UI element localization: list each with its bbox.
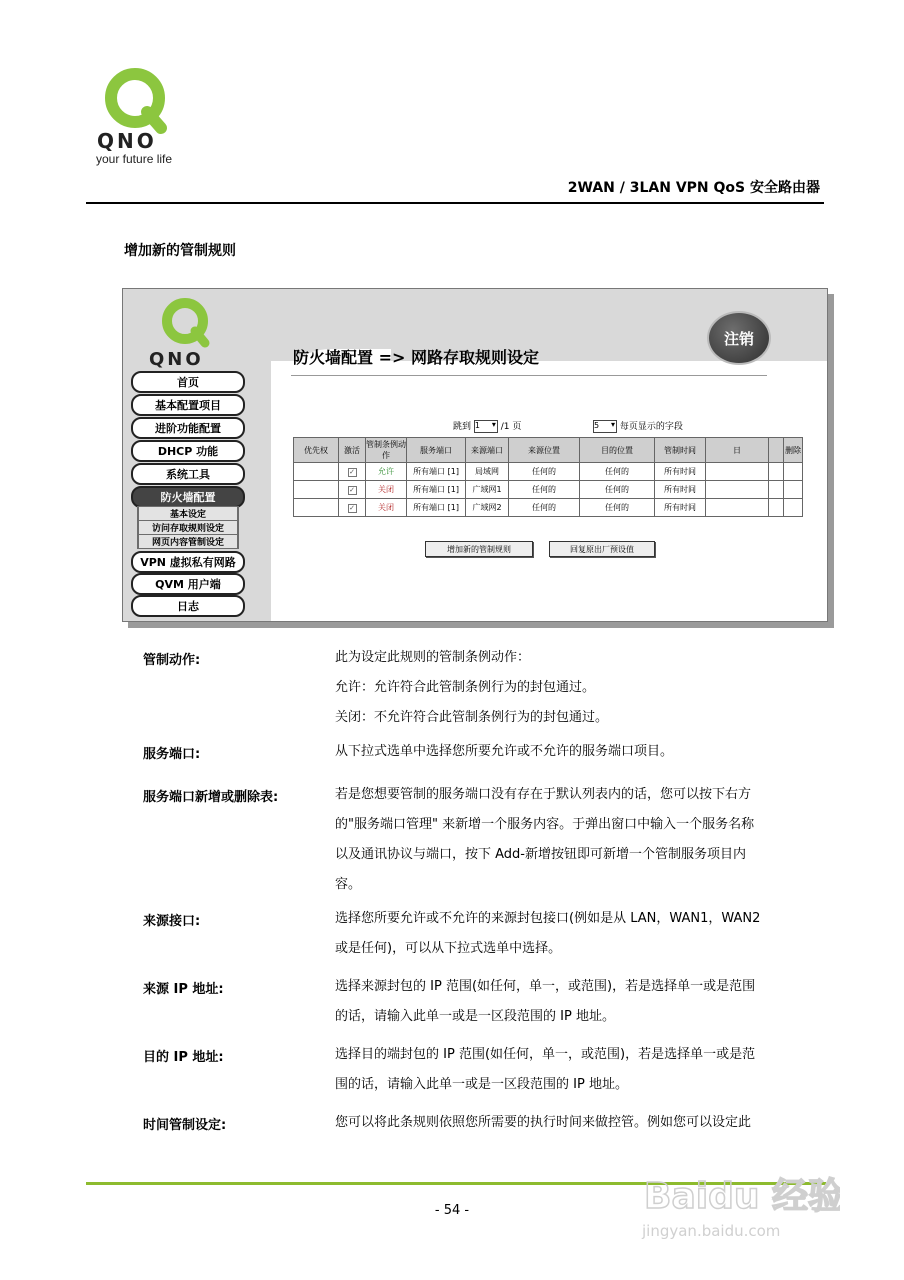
desc-line: 此为设定此规则的管制条例动作： — [335, 650, 531, 665]
cell-action: 允许 — [366, 463, 407, 481]
cell-active[interactable] — [339, 481, 366, 499]
page-select-value: 1 — [474, 421, 480, 430]
add-rule-button[interactable]: 增加新的管制规则 — [425, 541, 533, 557]
desc-line: 您可以将此条规则依照您所需要的执行时间来做控管。例如您可以设定此 — [335, 1115, 752, 1130]
desc-line: 选择来源封包的 IP 范围(如任何，单一，或范围)，若是选择单一或是范围 — [335, 979, 756, 994]
header-divider — [86, 202, 824, 204]
cell-day — [706, 481, 769, 499]
submenu-content-filter[interactable]: 网页内容管制设定 — [139, 535, 237, 548]
nav-qvm[interactable]: QVM 用户端 — [131, 573, 245, 595]
cell-dst: 任何的 — [580, 463, 655, 481]
desc-line: 选择目的端封包的 IP 范围(如任何，单一，或范围)，若是选择单一或是范 — [335, 1047, 756, 1062]
desc-line: 的"服务端口管理" 来新增一个服务内容。于弹出窗口中输入一个服务名称 — [335, 817, 755, 832]
checkbox-icon[interactable]: ✓ — [349, 503, 355, 512]
cell-day — [706, 463, 769, 481]
desc-source-interface — [335, 904, 825, 964]
document-title: 2WAN / 3LAN VPN QoS 安全路由器 — [567, 180, 820, 196]
desc-line: 选择您所要允许或不允许的来源封包接口(例如是从 LAN，WAN1，WAN2 — [335, 911, 761, 926]
cell-time: 所有时间 — [655, 481, 706, 499]
per-page-value: 5 — [594, 421, 600, 430]
desc-line: 从下拉式选单中选择您所要允许或不允许的服务端口项目。 — [335, 744, 674, 759]
nav-advanced[interactable]: 进阶功能配置 — [131, 417, 245, 439]
cell-active[interactable] — [339, 499, 366, 517]
page-number: - 54 - — [434, 1203, 470, 1218]
table-row — [294, 463, 803, 481]
desc-source-ip — [335, 972, 825, 1032]
submenu-basic-settings[interactable]: 基本设定 — [139, 507, 237, 520]
nav-system-tools[interactable]: 系统工具 — [131, 463, 245, 485]
baidu-watermark — [640, 1150, 840, 1250]
desc-time-control — [335, 1108, 825, 1138]
term-service-port: 服务端口: — [143, 747, 201, 762]
router-logo — [145, 293, 231, 371]
cell-src-port: 广域网2 — [466, 499, 509, 517]
nav-dhcp[interactable]: DHCP 功能 — [131, 440, 245, 462]
submenu-access-rules[interactable]: 访问存取规则设定 — [139, 521, 237, 534]
tagline: your future life — [96, 152, 173, 166]
cell-delete[interactable] — [784, 481, 803, 499]
desc-line: 围的话，请输入此单一或是一区段范围的 IP 地址。 — [335, 1077, 628, 1092]
jump-label: 跳到 — [453, 422, 472, 432]
cell-action: 关闭 — [366, 481, 407, 499]
per-page — [593, 419, 683, 433]
col-src-port: 来源端口 — [466, 438, 509, 463]
nav-vpn[interactable]: VPN 虚拟私有网路 — [131, 551, 245, 573]
col-delete — [769, 438, 784, 463]
term-dest-ip: 目的 IP 地址: — [143, 1050, 224, 1065]
cell-time: 所有时间 — [655, 499, 706, 517]
table-row — [294, 481, 803, 499]
nav-basic-config[interactable]: 基本配置项目 — [131, 394, 245, 416]
cell-day — [706, 499, 769, 517]
firewall-page-title: 防火墙配置 => 网路存取规则设定 — [293, 348, 539, 367]
desc-line: 若是您想要管制的服务端口没有存在于默认列表内的话，您可以按下右方 — [335, 787, 752, 802]
cell-service: 所有端口 [1] — [407, 499, 466, 517]
cell-src: 任何的 — [509, 499, 580, 517]
pager — [453, 419, 521, 433]
cell-priority — [294, 481, 339, 499]
term-action: 管制动作: — [143, 653, 201, 668]
desc-line: 或是任何)，可以从下拉式选单中选择。 — [335, 941, 562, 956]
desc-service-table — [335, 780, 825, 900]
checkbox-icon[interactable]: ✓ — [349, 467, 355, 476]
per-page-label: 每页显示的字段 — [619, 422, 683, 432]
cell-service: 所有端口 [1] — [407, 481, 466, 499]
checkbox-icon[interactable]: ✓ — [349, 485, 355, 494]
page-total: /1 页 — [500, 422, 522, 432]
col-service: 服务端口 — [407, 438, 466, 463]
nav-firewall[interactable]: 防火墙配置 — [131, 486, 245, 508]
desc-line: 容。 — [335, 877, 362, 892]
term-source-interface: 来源接口: — [143, 914, 201, 929]
term-time-control: 时间管制设定: — [143, 1118, 227, 1133]
desc-service-port — [335, 737, 825, 767]
term-source-ip: 来源 IP 地址: — [143, 982, 224, 997]
cell-src-port: 广域网1 — [466, 481, 509, 499]
cell-src: 任何的 — [509, 481, 580, 499]
nav-home[interactable]: 首页 — [131, 371, 245, 393]
logo-text: QNO — [97, 129, 157, 153]
cell-action: 关闭 — [366, 499, 407, 517]
desc-line: 关闭：不允许符合此管制条例行为的封包通过。 — [335, 710, 609, 725]
table-header-row — [294, 438, 803, 463]
cell-active[interactable] — [339, 463, 366, 481]
cell-dst: 任何的 — [580, 499, 655, 517]
cell-priority — [294, 463, 339, 481]
watermark-url: jingyan.baidu.com — [642, 1222, 781, 1240]
desc-line: 允许：允许符合此管制条例行为的封包通过。 — [335, 680, 596, 695]
cell-edit — [769, 499, 784, 517]
cell-src: 任何的 — [509, 463, 580, 481]
cell-src-port: 局域网 — [466, 463, 509, 481]
cell-edit — [769, 481, 784, 499]
page-select[interactable] — [474, 420, 498, 433]
cell-edit — [769, 463, 784, 481]
firewall-submenu — [137, 506, 239, 549]
restore-defaults-button[interactable]: 回复原出厂预设值 — [549, 541, 655, 557]
cell-time: 所有时间 — [655, 463, 706, 481]
logout-button[interactable]: 注销 — [707, 311, 771, 365]
nav-log[interactable]: 日志 — [131, 595, 245, 617]
cell-delete[interactable] — [784, 463, 803, 481]
col-src: 来源位置 — [509, 438, 580, 463]
table-row — [294, 499, 803, 517]
col-time: 管制时间 — [655, 438, 706, 463]
cell-delete[interactable] — [784, 499, 803, 517]
title-underline — [291, 375, 767, 376]
col-priority: 优先权 — [294, 438, 339, 463]
per-page-select[interactable] — [593, 420, 617, 433]
col-dst: 目的位置 — [580, 438, 655, 463]
col-delete-label: 删除 — [784, 438, 803, 463]
desc-line: 以及通讯协议与端口，按下 Add-新增按钮即可新增一个管制服务项目内 — [335, 847, 746, 862]
desc-action — [335, 643, 825, 733]
term-service-table: 服务端口新增或删除表: — [143, 790, 279, 805]
watermark-text: Baidu 经验 — [644, 1176, 840, 1217]
col-day: 日 — [706, 438, 769, 463]
rules-table — [293, 437, 803, 517]
router-logo-text: QNO — [149, 349, 204, 370]
section-heading: 增加新的管制规则 — [124, 243, 236, 259]
col-action: 管制条例动作 — [366, 438, 407, 463]
desc-line: 的话，请输入此单一或是一区段范围的 IP 地址。 — [335, 1009, 615, 1024]
router-ui-screenshot — [122, 288, 828, 622]
cell-service: 所有端口 [1] — [407, 463, 466, 481]
cell-priority — [294, 499, 339, 517]
desc-dest-ip — [335, 1040, 825, 1100]
col-active: 激活 — [339, 438, 366, 463]
cell-dst: 任何的 — [580, 481, 655, 499]
